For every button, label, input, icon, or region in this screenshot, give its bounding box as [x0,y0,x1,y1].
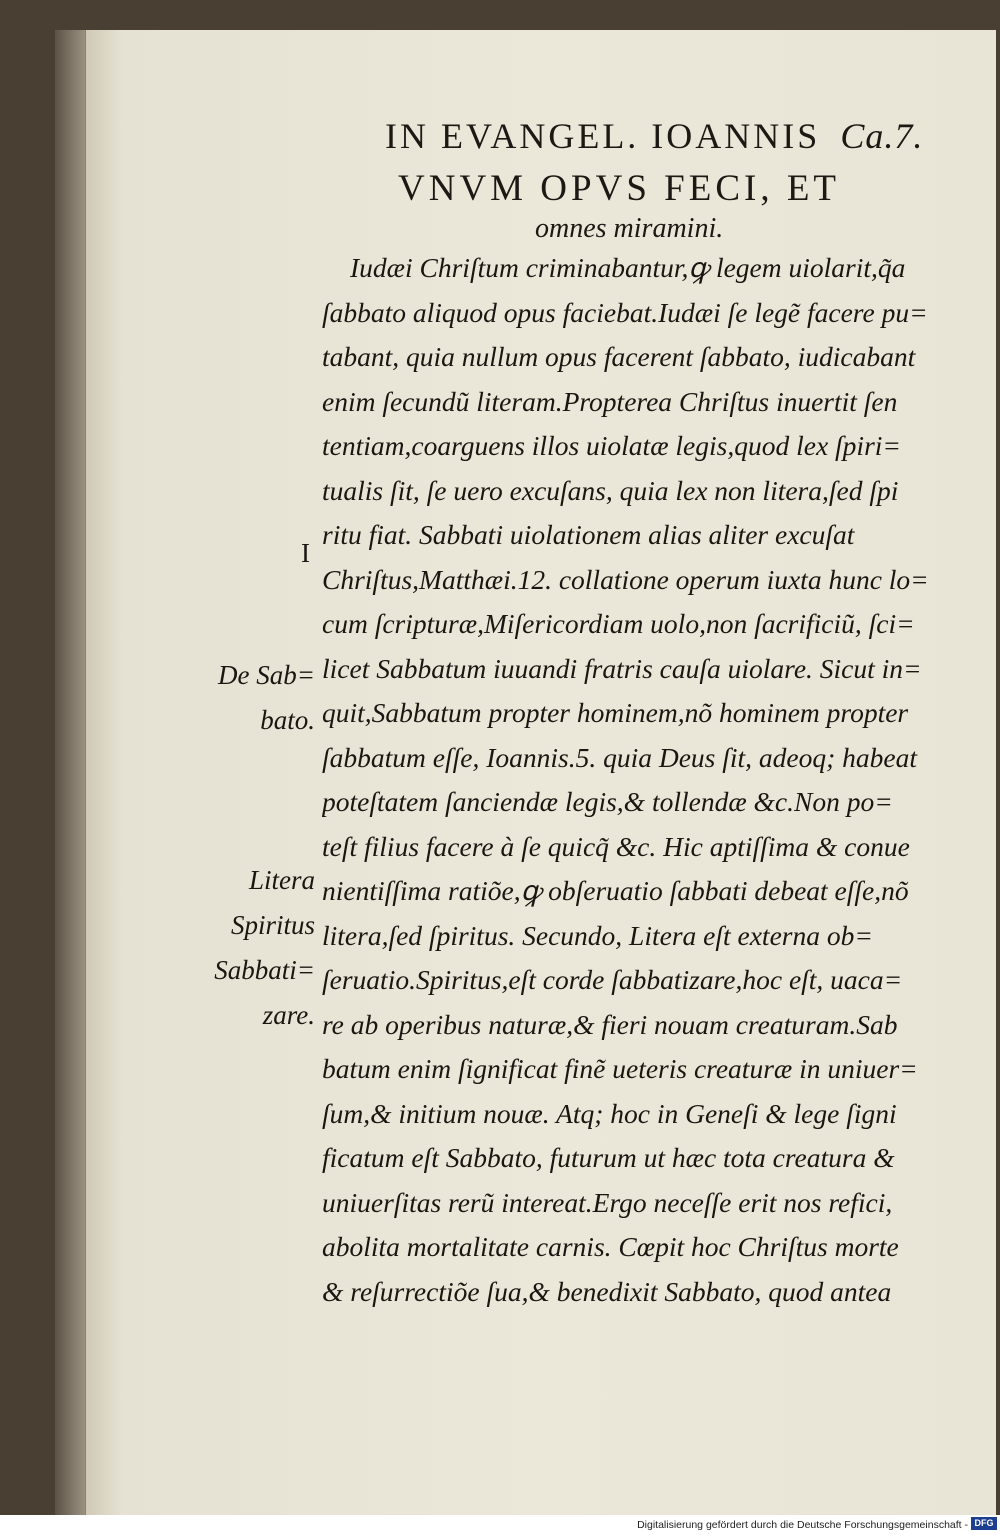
body-text [322,246,962,1314]
running-head [385,115,975,157]
text-line: tualis ſit, ſe uero excuſans, quia lex non litera,ſed ſpi [322,474,899,506]
text-line: tabant, quia nullum opus facerent ſabbato, iudicabant [322,341,916,372]
section-title: VNVM OPVS FECI, ET [398,168,841,209]
text-line: ſum,& initium nouæ. Atq; hoc in Geneſi & lege ſigni [322,1097,897,1129]
text-line: poteſtatem ſanciendæ legis,& tollendæ &c.Non po= [322,786,893,817]
text-line: quit,Sabbatum propter hominem,nõ hominem propter [322,697,909,728]
text-line: ritu fiat. Sabbati uiolationem alias aliter excuſat [322,519,855,550]
text-line: uniuerſitas rerũ intereat.Ergo neceſſe erit nos refici, [322,1186,893,1218]
text-line: nientiſſima ratiõe,ꝙ obſeruatio ſabbati debeat eſſe,nõ [322,875,909,906]
margin-note-bato: bato. [260,705,315,735]
text-line: ſeruatio.Spiritus,eſt corde ſabbatizare,hoc eſt, uaca= [322,964,903,995]
text-line: tentiam,coarguens illos uiolatæ legis,quod lex ſpiri= [322,430,901,461]
margin-note-litera: Litera [248,865,315,895]
text-line: batum enim ſignificat finẽ ueteris creaturæ in uniuer= [322,1053,918,1084]
text-line: abolita mortalitate carnis. Cœpit hoc Chriſtus morte [322,1231,899,1262]
text-line: cum ſcripturæ,Miſericordiam uolo,non ſacrificiũ, ſci= [322,608,915,639]
dfg-logo: DFG [971,1517,997,1530]
text-line: Iudæi Chriſtum criminabantur,ꝙ legem uiolarit,q̃a [350,252,906,283]
text-line: ſabbato aliquod opus faciebat.Iudæi ſe legẽ facere pu= [322,296,928,328]
margin-note-zare: zare. [262,1000,315,1030]
section-subtitle: omnes miramini. [535,213,724,244]
text-line: litera,ſed ſpiritus. Secundo, Litera eſt externa ob= [322,919,873,951]
running-head-text: IN EVANGEL. IOANNIS [385,116,821,156]
text-line: teſt filius facere à ſe quicq̃ &c. Hic aptiſſima & conue [322,830,910,862]
text-line: ſabbatum eſſe, Ioannis.5. quia Deus ſit, adeoq; habeat [322,741,917,773]
text-line: enim ſecundũ literam.Propterea Chriſtus inuertit ſen [322,385,898,417]
margin-note-spiritus: Spiritus [230,910,315,940]
margin-numeral: I [301,538,310,568]
margin-note-sabbati: Sabbati= [214,955,315,985]
text-line: re ab operibus naturæ,& fieri nouam creaturam.Sab [322,1008,898,1040]
text-line: & reſurrectiõe ſua,& benedixit Sabbato, quod antea [322,1275,892,1307]
text-line: ficatum eſt Sabbato, futurum ut hæc tota creatura & [322,1142,895,1173]
footer-credit: Digitalisierung gefördert durch die Deutsche Forschungsgemeinschaft - [637,1519,968,1531]
margin-note-de-sab: De Sab= [218,660,315,690]
text-line: licet Sabbatum iuuandi fratris cauſa uiolare. Sicut in= [322,652,922,684]
text-line: Chriſtus,Matthæi.12. collatione operum iuxta hunc lo= [322,563,929,595]
chapter-number: Ca.7. [840,116,924,156]
